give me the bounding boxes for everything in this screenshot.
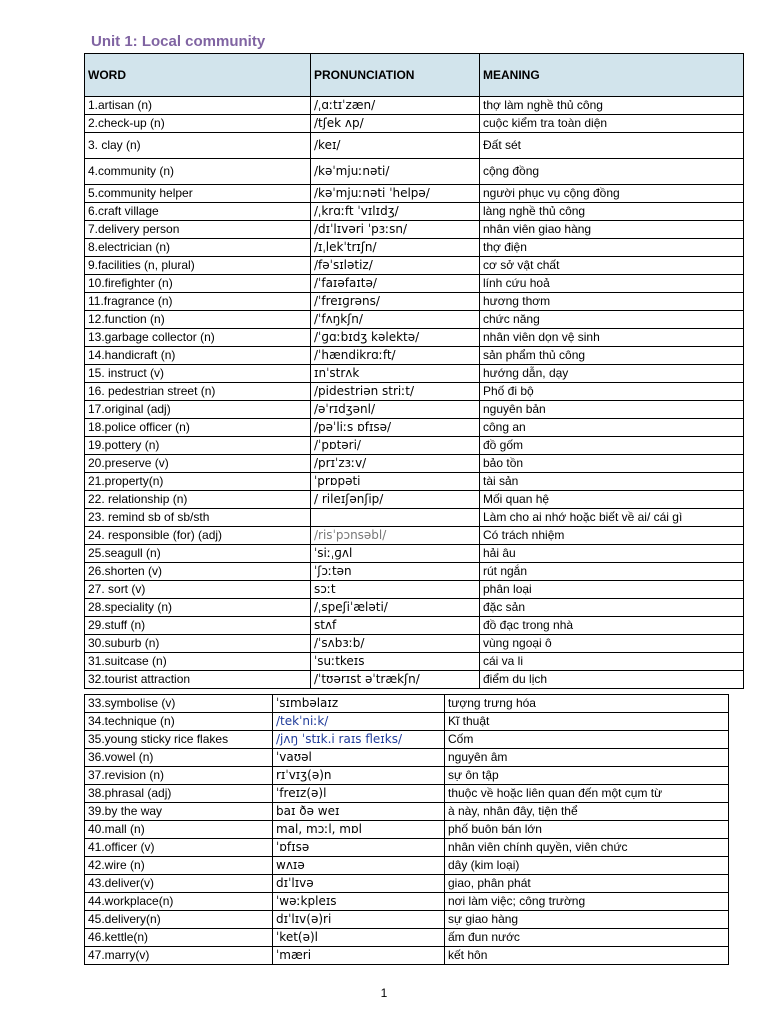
meaning-cell: Mối quan hệ [480,491,744,509]
meaning-cell: phố buôn bán lớn [445,821,729,839]
vocab-word-cell: 13.garbage collector (n) [85,329,311,347]
meaning-cell: cái va li [480,653,744,671]
meaning-cell: người phục vụ cộng đồng [480,185,744,203]
vocab-word-cell: 27. sort (v) [85,581,311,599]
pronunciation-cell: ˈsɪmbəlaɪz [273,695,445,713]
pronunciation-cell: ˈket(ə)l [273,929,445,947]
table-row [85,159,744,185]
pronunciation-cell: ˈsiːˌɡʌl [311,545,480,563]
pronunciation-cell: ˈɒfɪsə [273,839,445,857]
vocab-word-cell: 45.delivery(n) [85,911,273,929]
vocab-word-cell: 28.speciality (n) [85,599,311,617]
table-row [85,911,729,929]
table-row [85,857,729,875]
table-row [85,455,744,473]
meaning-cell: tượng trưng hóa [445,695,729,713]
meaning-cell: nơi làm việc; công trường [445,893,729,911]
vocab-word-cell: 39.by the way [85,803,273,821]
table-row [85,221,744,239]
vocab-word-cell: 34.technique (n) [85,713,273,731]
vocab-word-cell: 42.wire (n) [85,857,273,875]
vocab-word-cell: 24. responsible (for) (adj) [85,527,311,545]
meaning-cell: công an [480,419,744,437]
vocab-word-cell: 11.fragrance (n) [85,293,311,311]
pronunciation-cell: wʌɪə [273,857,445,875]
pronunciation-cell: /ˈtʊərɪst əˈtrækʃn/ [311,671,480,689]
meaning-cell: điểm du lịch [480,671,744,689]
meaning-cell: hải âu [480,545,744,563]
pronunciation-cell: /keɪ/ [311,133,480,159]
meaning-cell: kết hôn [445,947,729,965]
meaning-cell: dây (kim loại) [445,857,729,875]
table-row [85,365,744,383]
meaning-cell: thợ điện [480,239,744,257]
header-word: WORD [85,54,311,97]
meaning-cell: thợ làm nghề thủ công [480,97,744,115]
table-row [85,671,744,689]
vocab-word-cell: 21.property(n) [85,473,311,491]
vocab-word-cell: 20.preserve (v) [85,455,311,473]
table-row [85,635,744,653]
meaning-cell: thuộc về hoặc liên quan đến một cụm từ [445,785,729,803]
pronunciation-cell: dɪˈlɪv(ə)ri [273,911,445,929]
vocab-word-cell: 37.revision (n) [85,767,273,785]
vocab-word-cell: 46.kettle(n) [85,929,273,947]
meaning-cell: à này, nhân đây, tiện thể [445,803,729,821]
vocab-word-cell: 10.firefighter (n) [85,275,311,293]
table-row [85,185,744,203]
table-row [85,731,729,749]
meaning-cell: phân loại [480,581,744,599]
vocab-word-cell: 1.artisan (n) [85,97,311,115]
pronunciation-cell: baɪ ðə weɪ [273,803,445,821]
meaning-cell: tài sản [480,473,744,491]
vocab-word-cell: 22. relationship (n) [85,491,311,509]
meaning-cell: ấm đun nước [445,929,729,947]
table-row [85,473,744,491]
vocab-word-cell: 14.handicraft (n) [85,347,311,365]
pronunciation-cell: /dɪˈlɪvəri ˈpɜːsn/ [311,221,480,239]
table-row [85,929,729,947]
meaning-cell: cơ sở vật chất [480,257,744,275]
pronunciation-cell: ˈmæri [273,947,445,965]
vocab-word-cell: 6.craft village [85,203,311,221]
vocab-word-cell: 44.workplace(n) [85,893,273,911]
table-row [85,419,744,437]
table-row [85,617,744,635]
table-row [85,875,729,893]
pronunciation-cell: sɔːt [311,581,480,599]
vocab-word-cell: 30.suburb (n) [85,635,311,653]
vocab-word-cell: 23. remind sb of sb/sth [85,509,311,527]
vocab-word-cell: 5.community helper [85,185,311,203]
table-row [85,947,729,965]
pronunciation-cell: /ˌspeʃiˈæləti/ [311,599,480,617]
table-header-row [85,54,744,97]
table-row [85,97,744,115]
pronunciation-cell: mal, mɔːl, mɒl [273,821,445,839]
table-row [85,115,744,133]
vocab-word-cell: 12.function (n) [85,311,311,329]
pronunciation-cell: ˈprɒpəti [311,473,480,491]
table-row [85,239,744,257]
table-row [85,767,729,785]
meaning-cell: Phố đi bộ [480,383,744,401]
meaning-cell: chức năng [480,311,744,329]
header-pronunciation: PRONUNCIATION [311,54,480,97]
page-title: Unit 1: Local community [91,33,266,50]
pronunciation-cell: ˈwəːkpleɪs [273,893,445,911]
vocabulary-table-2 [84,694,729,965]
table-row [85,329,744,347]
pronunciation-cell: ɪnˈstrʌk [311,365,480,383]
meaning-cell: nguyên âm [445,749,729,767]
pronunciation-cell: /pidestriən striːt/ [311,383,480,401]
vocab-word-cell: 29.stuff (n) [85,617,311,635]
table-row [85,713,729,731]
table-row [85,437,744,455]
pronunciation-cell [311,509,480,527]
pronunciation-cell: ˈvaʊəl [273,749,445,767]
table-row [85,509,744,527]
pronunciation-cell: /risˈpɔnsəbl/ [311,527,480,545]
vocab-word-cell: 18.police officer (n) [85,419,311,437]
meaning-cell: nhân viên giao hàng [480,221,744,239]
pronunciation-cell: /kəˈmjuːnəti ˈhelpə/ [311,185,480,203]
table-row [85,653,744,671]
vocab-word-cell: 38.phrasal (adj) [85,785,273,803]
pronunciation-cell: /tʃek ʌp/ [311,115,480,133]
table-row [85,203,744,221]
header-meaning: MEANING [480,54,744,97]
meaning-cell: giao, phân phát [445,875,729,893]
vocab-word-cell: 19.pottery (n) [85,437,311,455]
meaning-cell: hướng dẫn, dạy [480,365,744,383]
pronunciation-cell: / rileɪʃənʃip/ [311,491,480,509]
table-row [85,347,744,365]
table-row [85,133,744,159]
table-row [85,275,744,293]
pronunciation-cell: stʌf [311,617,480,635]
meaning-cell: Đất sét [480,133,744,159]
vocab-word-cell: 40.mall (n) [85,821,273,839]
table-row [85,893,729,911]
vocab-word-cell: 4.community (n) [85,159,311,185]
pronunciation-cell: /jʌŋ ˈstɪk.i raɪs fleɪks/ [273,731,445,749]
vocab-word-cell: 17.original (adj) [85,401,311,419]
meaning-cell: Kĩ thuật [445,713,729,731]
table-row [85,311,744,329]
pronunciation-cell: /ˈfʌŋkʃn/ [311,311,480,329]
pronunciation-cell: /kəˈmjuːnəti/ [311,159,480,185]
vocab-word-cell: 8.electrician (n) [85,239,311,257]
vocab-word-cell: 47.marry(v) [85,947,273,965]
vocab-word-cell: 2.check-up (n) [85,115,311,133]
meaning-cell: nguyên bản [480,401,744,419]
table-row [85,581,744,599]
meaning-cell: Làm cho ai nhớ hoặc biết về ai/ cái gì [480,509,744,527]
pronunciation-cell: /ˈsʌbɜːb/ [311,635,480,653]
vocab-word-cell: 31.suitcase (n) [85,653,311,671]
pronunciation-cell: rɪˈvɪʒ(ə)n [273,767,445,785]
meaning-cell: đặc sản [480,599,744,617]
meaning-cell: vùng ngoại ô [480,635,744,653]
meaning-cell: sự ôn tập [445,767,729,785]
meaning-cell: làng nghề thủ công [480,203,744,221]
vocab-word-cell: 16. pedestrian street (n) [85,383,311,401]
pronunciation-cell: /fəˈsɪlətiz/ [311,257,480,275]
pronunciation-cell: /ɪˌlekˈtrɪʃn/ [311,239,480,257]
vocab-word-cell: 35.young sticky rice flakes [85,731,273,749]
vocabulary-table-1 [84,53,744,689]
table-row [85,545,744,563]
vocab-word-cell: 9.facilities (n, plural) [85,257,311,275]
pronunciation-cell: dɪˈlɪvə [273,875,445,893]
table-row [85,821,729,839]
pronunciation-cell: /ˈhændikrɑːft/ [311,347,480,365]
table-row [85,803,729,821]
vocab-word-cell: 25.seagull (n) [85,545,311,563]
pronunciation-cell: /prɪˈzɜːv/ [311,455,480,473]
pronunciation-cell: ˈʃɔːtən [311,563,480,581]
meaning-cell: lính cứu hoả [480,275,744,293]
meaning-cell: cộng đồng [480,159,744,185]
table-row [85,383,744,401]
meaning-cell: hương thơm [480,293,744,311]
table-row [85,599,744,617]
meaning-cell: cuộc kiểm tra toàn diện [480,115,744,133]
meaning-cell: nhân viên dọn vệ sinh [480,329,744,347]
meaning-cell: nhân viên chính quyền, viên chức [445,839,729,857]
pronunciation-cell: /ˌɑːtɪˈzæn/ [311,97,480,115]
table-row [85,527,744,545]
table-row [85,293,744,311]
meaning-cell: Có trách nhiệm [480,527,744,545]
vocab-word-cell: 3. clay (n) [85,133,311,159]
page-number: 1 [380,986,388,1000]
pronunciation-cell: /əˈrɪdʒənl/ [311,401,480,419]
pronunciation-cell: ˈsuːtkeɪs [311,653,480,671]
table-row [85,401,744,419]
pronunciation-cell: ˈfreɪz(ə)l [273,785,445,803]
pronunciation-cell: /ˈpɒtəri/ [311,437,480,455]
table-row [85,695,729,713]
vocab-word-cell: 43.deliver(v) [85,875,273,893]
meaning-cell: đồ đạc trong nhà [480,617,744,635]
vocab-word-cell: 36.vowel (n) [85,749,273,767]
meaning-cell: bảo tồn [480,455,744,473]
vocab-word-cell: 41.officer (v) [85,839,273,857]
pronunciation-cell: /ˈfreɪɡrəns/ [311,293,480,311]
table-row [85,563,744,581]
meaning-cell: đồ gốm [480,437,744,455]
meaning-cell: sự giao hàng [445,911,729,929]
vocab-word-cell: 33.symbolise (v) [85,695,273,713]
meaning-cell: sản phẩm thủ công [480,347,744,365]
meaning-cell: Cốm [445,731,729,749]
pronunciation-cell: /ˈɡɑːbɪdʒ kəlektə/ [311,329,480,347]
pronunciation-cell: /pəˈliːs ɒfɪsə/ [311,419,480,437]
table-row [85,839,729,857]
vocab-word-cell: 32.tourist attraction [85,671,311,689]
table-row [85,491,744,509]
table-row [85,749,729,767]
vocab-word-cell: 26.shorten (v) [85,563,311,581]
pronunciation-cell: /ˈfaɪəfaɪtə/ [311,275,480,293]
vocab-word-cell: 15. instruct (v) [85,365,311,383]
table-row [85,785,729,803]
vocab-word-cell: 7.delivery person [85,221,311,239]
meaning-cell: rút ngắn [480,563,744,581]
pronunciation-cell: /ˌkrɑːft ˈvɪlɪdʒ/ [311,203,480,221]
table-row [85,257,744,275]
pronunciation-cell: /tekˈniːk/ [273,713,445,731]
